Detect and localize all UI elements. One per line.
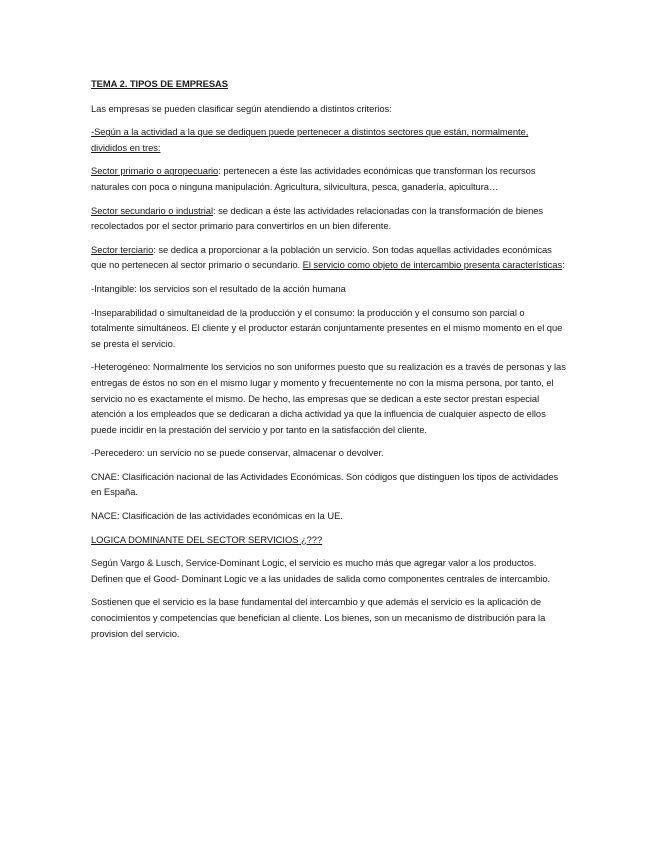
secondary-sector-text: : se dedican a éste las actividades relacionadas con la transformación de bienes recolectados por el sector primario para convertirlos en un bien diferente. [91,204,544,232]
logic-heading: LOGICA DOMINANTE DEL SECTOR SERVICIOS ¿??? [91,533,323,545]
tertiary-sector-term: Sector terciario [91,243,154,255]
document-title: TEMA 2. TIPOS DE EMPRESAS [91,78,228,89]
service-characteristics-highlight: El servicio como objeto de intercambio presenta características [302,259,563,271]
tertiary-sector-paragraph [91,242,566,273]
logic-paragraph-2: Sostienen que el servicio es la base fundamental del intercambio y que además el servicio es la aplicación de conocimientos y competencias que benefician al cliente. Los bienes, son un mecanismo de distribución para la provision del servicio. [91,596,546,639]
intro-paragraph: Las empresas se pueden clasificar según atendiendo a distintos criterios: [91,102,392,114]
perishable-paragraph: -Perecedero: un servicio no se puede conservar, almacenar o devolver. [91,447,384,459]
cnae-paragraph: CNAE: Clasificación nacional de las Actividades Económicas. Son códigos que distinguen los tipos de actividades en España. [91,470,559,498]
logic-paragraph-1: Según Vargo & Lusch, Service-Dominant Logic, el servicio es mucho más que agregar valor a los productos. Definen que el Good- Dominant Logic ve a las unidades de salida como componentes centrales de intercambio. [91,557,551,584]
primary-sector-term: Sector primario o agropecuario [91,165,219,177]
primary-sector-text: : pertenecen a éste las actividades económicas que transforman los recursos naturales con poca o ninguna manipulación. Agricultura, silvicultura, pesca, ganadería, apicultura… [91,165,536,192]
heterogeneous-paragraph: -Heterogéneo: Normalmente los servicios no son uniformes puesto que su realización es a través de personas y las entregas de éstos no son en el mismo lugar y momento y frecuentemente no con la misma persona, por tanto, el servicio no es exactamente el mismo. De hecho, las empresas que se dedican a este sector prestan especial atención a los empleados que se dedicaran a dicha actividad ya que la influencia de cualquier aspecto de ellos puede incidir en la prestación del servicio y por tanto en la satisfacción del cliente. [91,361,566,435]
tertiary-sector-text: : se dedica a proporcionar a la población un servicio. Son todas aquellas actividades económicas que no pertenecen al sector primario o secundario. [91,243,552,271]
document-page [91,76,566,649]
intangible-paragraph: -Intangible: los servicios son el resultado de la acción humana [91,282,346,294]
secondary-sector-term: Sector secundario o industrial [91,204,214,216]
inseparable-paragraph: -Inseparabilidad o simultaneidad de la producción y el consumo: la producción y el consumo son parcial o totalmente simultáneos. El cliente y el productor estarán conjuntamente presentes en el mismo momento en el que se presta el servicio. [91,306,563,349]
secondary-sector-paragraph [91,203,566,234]
nace-paragraph: NACE: Clasificación de las actividades económicas en la UE. [91,510,343,522]
primary-sector-paragraph [91,163,566,194]
tertiary-sector-tail: : [562,259,565,271]
criterion-heading: -Según a la actividad a la que se dediquen puede pertenecer a distintos sectores que están, normalmente, divididos en tres: [91,126,529,153]
